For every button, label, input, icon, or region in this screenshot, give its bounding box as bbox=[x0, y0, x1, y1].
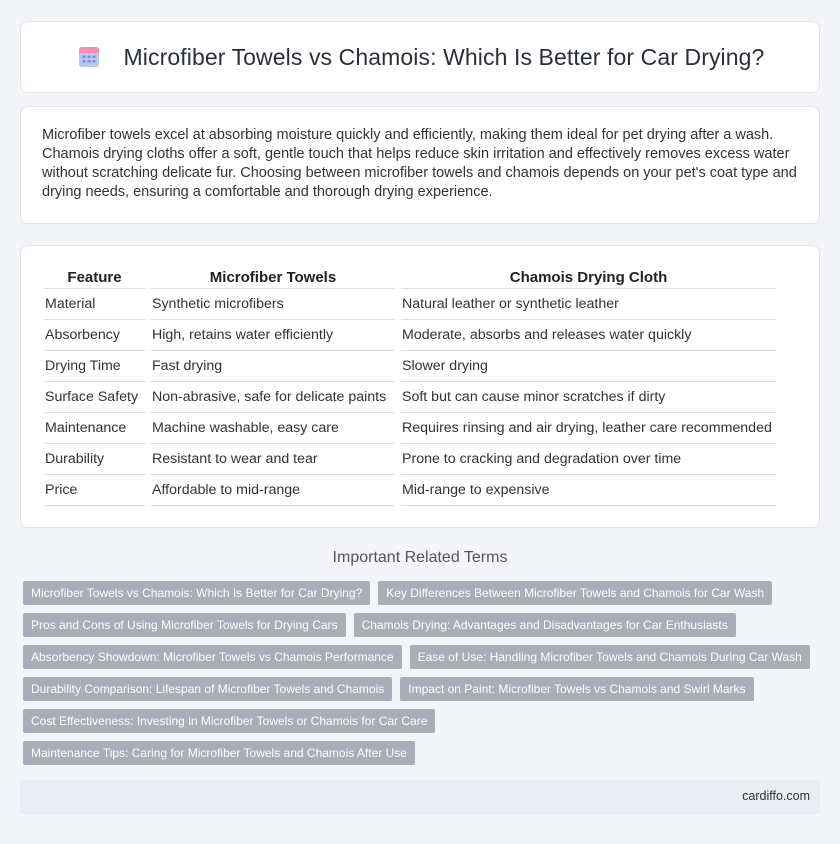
feature-cell: Maintenance bbox=[44, 413, 145, 444]
tag-row bbox=[23, 613, 823, 637]
header bbox=[76, 44, 765, 71]
header-feature: Feature bbox=[44, 266, 145, 289]
tag-row bbox=[23, 645, 823, 669]
tag-row bbox=[23, 709, 823, 733]
header-chamois: Chamois Drying Cloth bbox=[401, 266, 776, 289]
microfiber-cell: Fast drying bbox=[151, 351, 395, 382]
chamois-cell: Requires rinsing and air drying, leather care recommended bbox=[401, 413, 776, 444]
related-term-tag[interactable]: Ease of Use: Handling Microfiber Towels and Chamois During Car Wash bbox=[410, 645, 810, 669]
chamois-cell: Slower drying bbox=[401, 351, 776, 382]
tag-row bbox=[23, 741, 823, 765]
microfiber-cell: Affordable to mid-range bbox=[151, 475, 395, 506]
table-row bbox=[44, 475, 776, 506]
related-term-tag[interactable]: Microfiber Towels vs Chamois: Which Is Better for Car Drying? bbox=[23, 581, 370, 605]
calendar-grid-icon bbox=[76, 44, 102, 70]
related-term-tag[interactable]: Pros and Cons of Using Microfiber Towels for Drying Cars bbox=[23, 613, 346, 637]
header-microfiber: Microfiber Towels bbox=[151, 266, 395, 289]
related-terms-tags bbox=[23, 581, 823, 773]
chamois-cell: Mid-range to expensive bbox=[401, 475, 776, 506]
chamois-cell: Natural leather or synthetic leather bbox=[401, 289, 776, 320]
tag-row bbox=[23, 677, 823, 701]
related-term-tag[interactable]: Cost Effectiveness: Investing in Microfiber Towels or Chamois for Car Care bbox=[23, 709, 435, 733]
chamois-cell: Soft but can cause minor scratches if dirty bbox=[401, 382, 776, 413]
microfiber-cell: Synthetic microfibers bbox=[151, 289, 395, 320]
tag-row bbox=[23, 581, 823, 605]
feature-cell: Price bbox=[44, 475, 145, 506]
related-term-tag[interactable]: Key Differences Between Microfiber Towels and Chamois for Car Wash bbox=[378, 581, 772, 605]
chamois-cell: Moderate, absorbs and releases water quickly bbox=[401, 320, 776, 351]
feature-cell: Surface Safety bbox=[44, 382, 145, 413]
table-row bbox=[44, 320, 776, 351]
related-term-tag[interactable]: Chamois Drying: Advantages and Disadvantages for Car Enthusiasts bbox=[354, 613, 736, 637]
table-row bbox=[44, 413, 776, 444]
feature-cell: Durability bbox=[44, 444, 145, 475]
comparison-table-card bbox=[20, 245, 820, 528]
footer bbox=[20, 780, 820, 814]
feature-cell: Material bbox=[44, 289, 145, 320]
footer-site-name[interactable]: cardiffo.com bbox=[742, 789, 810, 803]
table-row bbox=[44, 351, 776, 382]
intro-paragraph: Microfiber towels excel at absorbing moisture quickly and efficiently, making them ideal for pet drying after a wash. Chamois drying cloths offer a soft, gentle touch that helps reduce skin irritation and effectively removes excess water without scratching delicate fur. Choosing between microfiber towels and chamois depends on your pet's coat type and drying needs, ensuring a comfortable and thorough drying experience. bbox=[42, 127, 797, 200]
related-term-tag[interactable]: Impact on Paint: Microfiber Towels vs Chamois and Swirl Marks bbox=[400, 677, 753, 701]
feature-cell: Absorbency bbox=[44, 320, 145, 351]
microfiber-cell: Resistant to wear and tear bbox=[151, 444, 395, 475]
intro-card bbox=[20, 106, 820, 224]
table-header-row bbox=[44, 266, 776, 289]
table-row bbox=[44, 289, 776, 320]
related-terms-title: Important Related Terms bbox=[332, 549, 508, 566]
page-title: Microfiber Towels vs Chamois: Which Is Better for Car Drying? bbox=[123, 43, 765, 70]
comparison-table bbox=[38, 266, 782, 506]
header-card bbox=[20, 21, 820, 93]
microfiber-cell: Non-abrasive, safe for delicate paints bbox=[151, 382, 395, 413]
microfiber-cell: High, retains water efficiently bbox=[151, 320, 395, 351]
table-row bbox=[44, 444, 776, 475]
related-term-tag[interactable]: Absorbency Showdown: Microfiber Towels vs Chamois Performance bbox=[23, 645, 402, 669]
feature-cell: Drying Time bbox=[44, 351, 145, 382]
microfiber-cell: Machine washable, easy care bbox=[151, 413, 395, 444]
table-row bbox=[44, 382, 776, 413]
related-term-tag[interactable]: Durability Comparison: Lifespan of Microfiber Towels and Chamois bbox=[23, 677, 392, 701]
chamois-cell: Prone to cracking and degradation over time bbox=[401, 444, 776, 475]
related-term-tag[interactable]: Maintenance Tips: Caring for Microfiber Towels and Chamois After Use bbox=[23, 741, 415, 765]
